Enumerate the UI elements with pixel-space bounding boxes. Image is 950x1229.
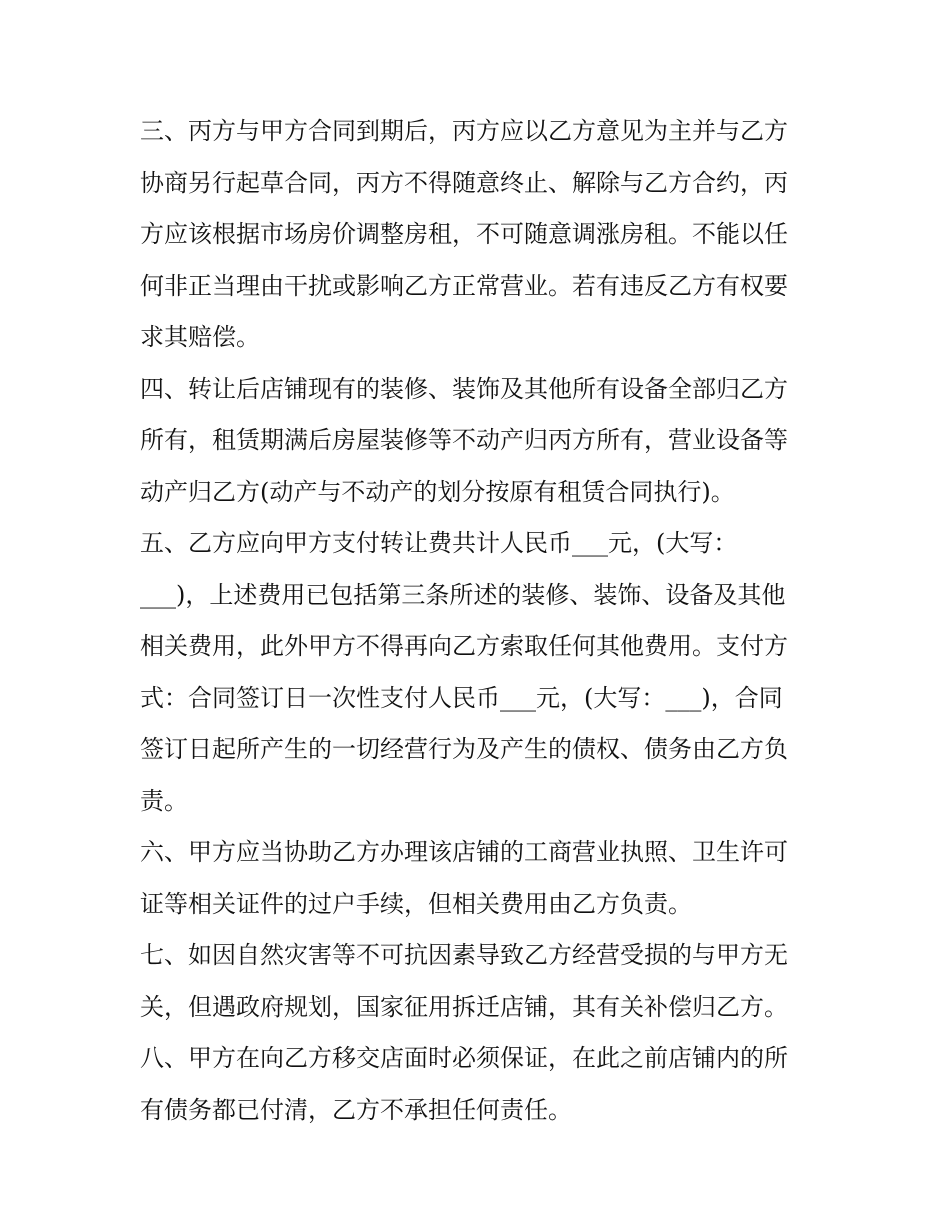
text-line: 关，但遇政府规划，国家征用拆迁店铺，其有关补偿归乙方。 (140, 992, 788, 1021)
text-line: 六、甲方应当协助乙方办理该店铺的工商营业执照、卫生许可 (140, 838, 788, 866)
text-line: 相关费用，此外甲方不得再向乙方索取任何其他费用。支付方 (140, 632, 788, 660)
text-line: 四、转让后店铺现有的装修、装饰及其他所有设备全部归乙方 (140, 374, 788, 403)
text-line: 何非正当理由干扰或影响乙方正常营业。若有违反乙方有权要 (140, 271, 788, 300)
text-line: 方应该根据市场房价调整房租，不可随意调涨房租。不能以任 (140, 220, 788, 248)
text-line: 八、甲方在向乙方移交店面时必须保证，在此之前店铺内的所 (140, 1044, 788, 1072)
text-line: 签订日起所产生的一切经营行为及产生的债权、债务由乙方负 (140, 735, 788, 763)
text-line: 动产归乙方(动产与不动产的划分按原有租赁合同执行)。 (140, 477, 735, 506)
text-line: 三、丙方与甲方合同到期后，丙方应以乙方意见为主并与乙方 (140, 117, 788, 145)
text-line: 协商另行起草合同，丙方不得随意终止、解除与乙方合约，丙 (140, 168, 788, 197)
document-page (140, 106, 820, 1136)
text-line: 七、如因自然灾害等不可抗因素导致乙方经营受损的与甲方无 (140, 941, 788, 969)
text-line: 求其赔偿。 (140, 323, 260, 351)
text-line: 证等相关证件的过户手续，但相关费用由乙方负责。 (140, 889, 692, 918)
text-line: 所有，租赁期满后房屋装修等不动产归丙方所有，营业设备等 (140, 426, 788, 454)
text-line: 责。 (140, 786, 188, 815)
text-line: 五、乙方应向甲方支付转让费共计人民币___元，(大写： (140, 529, 738, 557)
text-line: 有债务都已付清，乙方不承担任何责任。 (140, 1095, 572, 1124)
text-line: 式：合同签订日一次性支付人民币___元，(大写：___)，合同 (140, 683, 783, 712)
text-line: ___)，上述费用已包括第三条所述的装修、装饰、设备及其他 (140, 580, 786, 609)
